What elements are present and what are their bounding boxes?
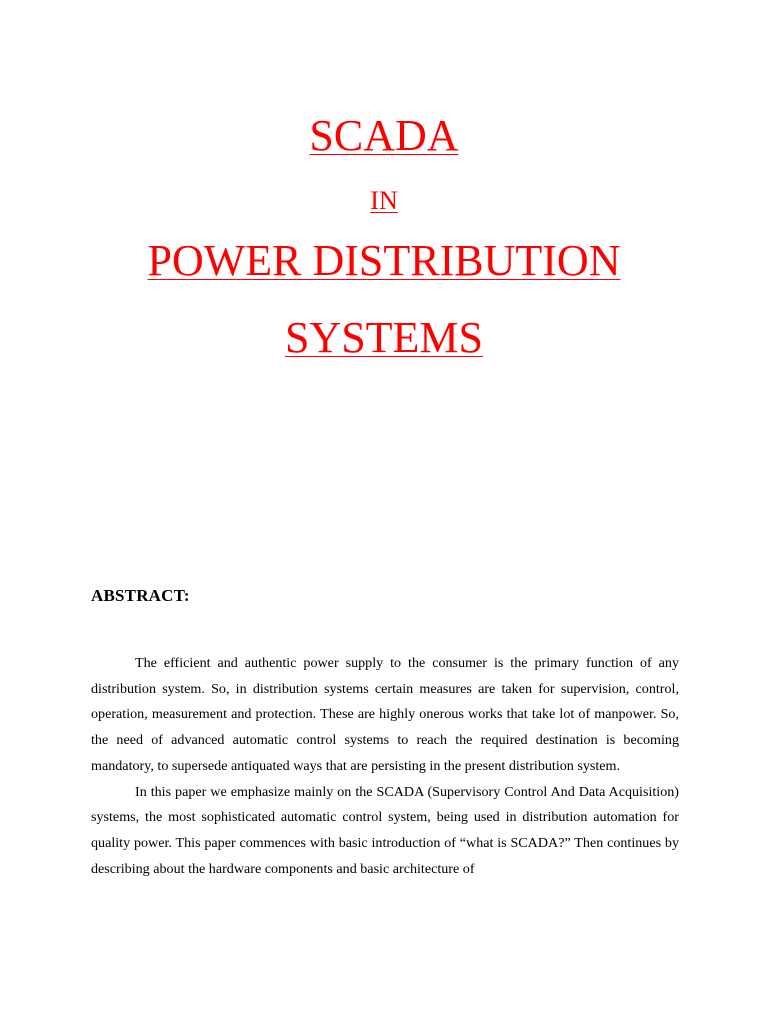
abstract-paragraph-2: In this paper we emphasize mainly on the SCADA (Supervisory Control And Data Acquisition) systems, the most sophisticated automatic control system, being used in distribution automation for quality power. This paper commences with basic introduction of “what is SCADA?” Then continues by describing about the hardware components and basic architecture of (91, 783, 679, 877)
abstract-body (91, 651, 679, 882)
title-scada: SCADA (309, 111, 459, 160)
abstract-heading: ABSTRACT: (91, 586, 190, 605)
title-systems: SYSTEMS (284, 313, 484, 362)
abstract-paragraph-1: The efficient and authentic power supply to the consumer is the primary function of any distribution system. So, in distribution systems certain measures are taken for supervision, control, operation, measurement and protection. These are highly onerous works that take lot of manpower. So, the need of advanced automatic control systems to reach the required destination is becoming mandatory, to supersede antiquated ways that are persisting in the present distribution system. (91, 655, 679, 774)
title-power-distribution: POWER DISTRIBUTION (147, 236, 621, 285)
title-in: IN (370, 186, 398, 215)
